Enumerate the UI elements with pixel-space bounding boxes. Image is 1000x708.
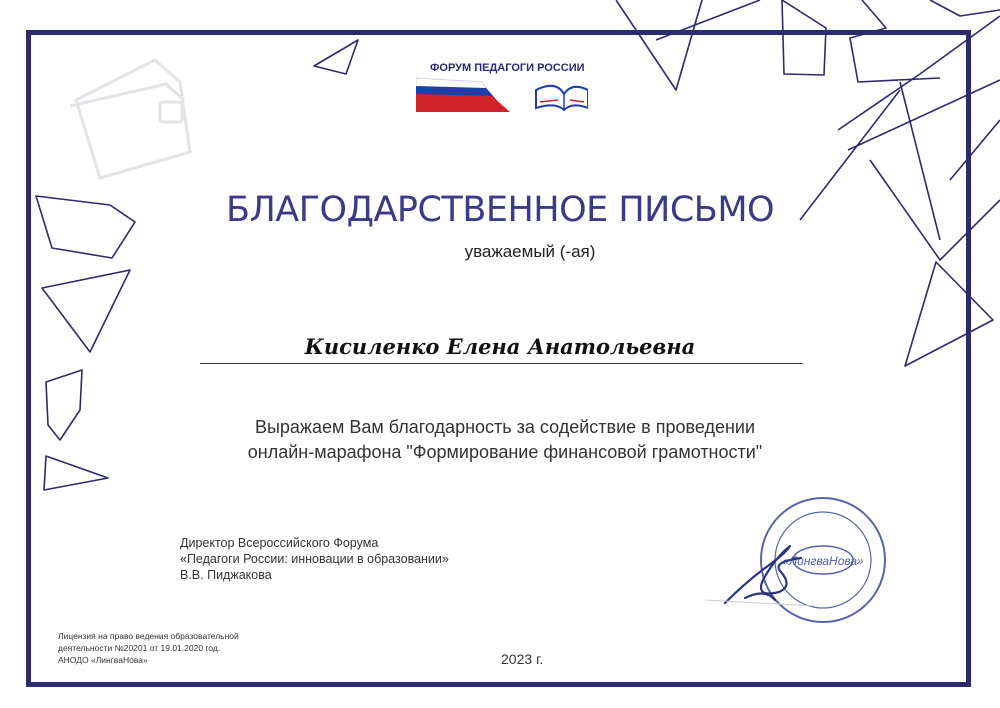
- signatory-block: [180, 535, 449, 583]
- forum-logo: [416, 60, 588, 112]
- gratitude-message: [180, 415, 830, 465]
- message-line-1: Выражаем Вам благодарность за содействие в проведении: [254, 417, 756, 437]
- recipient-name: Кисиленко Елена Анатольевна: [304, 334, 696, 359]
- signatory-name: В.В. Пиджакова: [180, 568, 272, 582]
- license-info: [58, 630, 239, 666]
- license-line-3: АНОДО «ЛингваНова»: [58, 655, 148, 665]
- logo-text: ФОРУМ ПЕДАГОГИ РОССИИ: [430, 62, 585, 74]
- signatory-title: Директор Всероссийского Форума: [180, 536, 379, 550]
- license-line-1: Лицензия на право ведения образовательной: [58, 631, 239, 641]
- signatory-organization: «Педагоги России: инновации в образовании»: [180, 552, 449, 566]
- year: 2023 г.: [501, 651, 544, 667]
- organization-stamp: [705, 488, 895, 638]
- stamp-org-name: «ЛингваНова»: [782, 554, 864, 568]
- salutation: уважаемый (-ая): [464, 242, 596, 261]
- name-underline: [200, 363, 803, 364]
- license-line-2: деятельности №20201 от 19.01.2020 год.: [58, 643, 221, 653]
- message-line-2: онлайн-марафона "Формирование финансовой грамотности": [247, 442, 763, 462]
- certificate-title: БЛАГОДАРСТВЕННОЕ ПИСЬМО: [225, 190, 775, 230]
